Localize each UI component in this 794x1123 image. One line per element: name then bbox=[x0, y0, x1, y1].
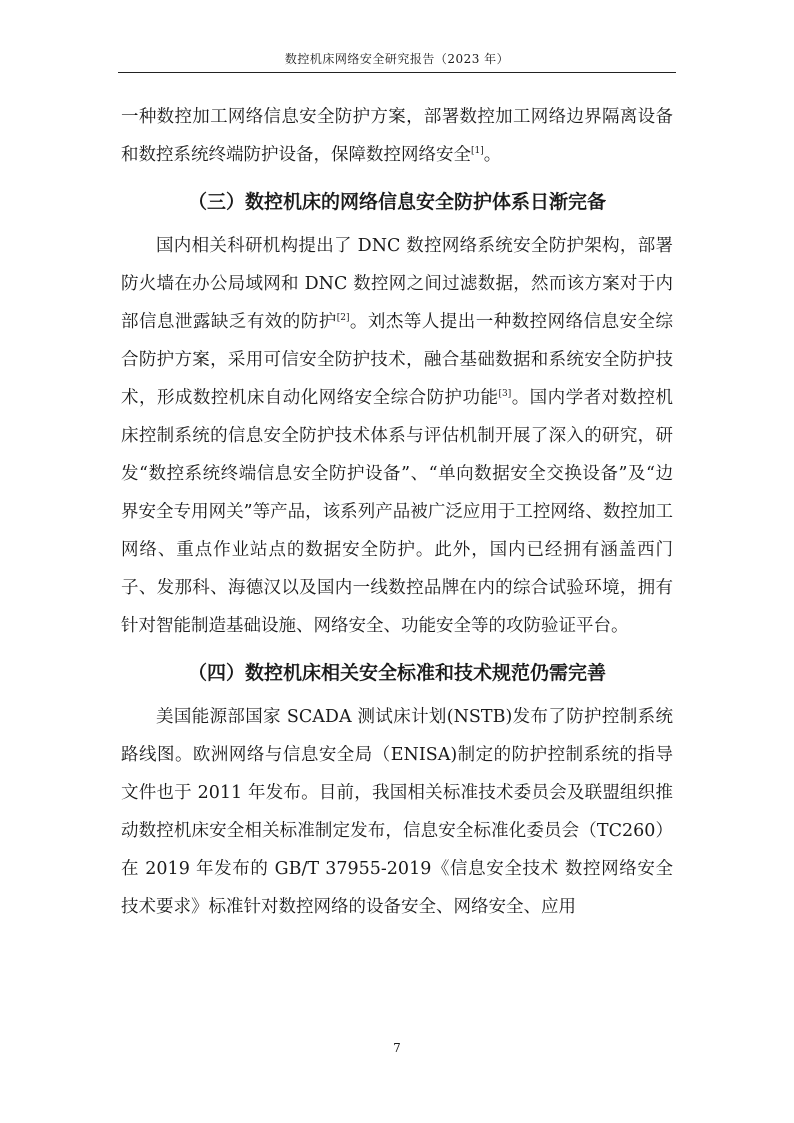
paragraph-continued bbox=[121, 98, 673, 174]
page-number: 7 bbox=[393, 1041, 401, 1055]
paragraph-domestic-research bbox=[121, 227, 673, 645]
paragraph-text: 。刘杰等人提出一种数控网络信息安全综合防护方案，采用可信安全防护技术，融合基础数据和系统安全防护技术，形成数控机床自动化网络安全综合防护功能 bbox=[121, 312, 674, 408]
paragraph-text: 国内相关科研机构提出了 DNC 数控网络系统安全防护架构，部署防火墙在办公局域网和 DNC 数控网之间过滤数据，然而该方案对于内部信息泄露缺乏有效的防护 bbox=[121, 236, 673, 332]
paragraph-standards bbox=[121, 698, 673, 926]
section-heading-3: （三）数控机床的网络信息安全防护体系日渐完备 bbox=[187, 191, 606, 213]
citation-2: [2] bbox=[336, 313, 350, 324]
paragraph-text: 美国能源部国家 SCADA 测试床计划(NSTB)发布了防护控制系统路线图。欧洲网络与信息安全局（ENISA)制定的防护控制系统的指导文件也于 2011 年发布。目前，我国相关标准技术委员会及联盟组织推动数控机床安全相关标准制定发布，信息安全标准化委员会（TC260）在 2019 年发布的 GB/T 37955-2019《信息安全技术 数控网络安全技术要求》标准针对数控网络的设备安全、网络安全、应用 bbox=[121, 707, 673, 917]
header-divider bbox=[118, 72, 676, 73]
citation-3: [3] bbox=[498, 389, 512, 400]
paragraph-text: 一种数控加工网络信息安全防护方案，部署数控加工网络边界隔离设备和数控系统终端防护设备，保障数控网络安全 bbox=[121, 107, 673, 165]
section-heading-4: （四）数控机床相关安全标准和技术规范仍需完善 bbox=[187, 662, 606, 684]
document-body bbox=[121, 98, 673, 926]
paragraph-text-end: 。 bbox=[483, 145, 502, 165]
paragraph-text: 。国内学者对数控机床控制系统的信息安全防护技术体系与评估机制开展了深入的研究，研发“数控系统终端信息安全防护设备”、“单向数据安全交换设备”及“边界安全专用网关”等产品，该系列产品被广泛应用于工控网络、数控加工网络、重点作业站点的数据安全防护。此外，国内已经拥有涵盖西门子、发那科、海德汉以及国内一线数控品牌在内的综合试验环境，拥有针对智能制造基础设施、网络安全、功能安全等的攻防验证平台。 bbox=[121, 388, 674, 636]
running-header: 数控机床网络安全研究报告（2023 年） bbox=[284, 52, 510, 66]
citation-1: [1] bbox=[471, 146, 484, 157]
